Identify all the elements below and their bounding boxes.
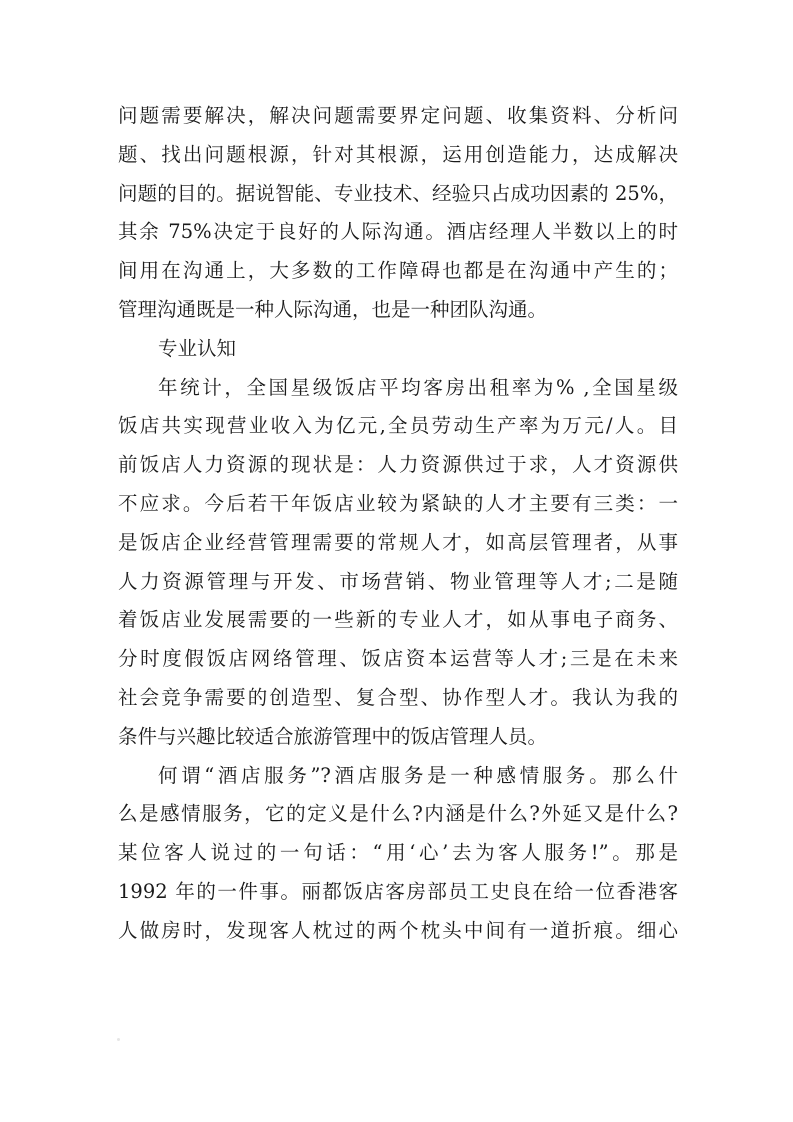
text-line: 管理沟通既是一种人际沟通，也是一种团队沟通。	[118, 297, 548, 321]
text-line: 饭店共实现营业收入为亿元,全员劳动生产率为万元/人。目	[118, 414, 678, 438]
paragraph-communication	[118, 97, 678, 330]
text-line: 分时度假饭店网络管理、饭店资本运营等人才;三是在未来	[118, 647, 678, 671]
text-line: 条件与兴趣比较适合旅游管理中的饭店管理人员。	[118, 724, 548, 748]
text-line: 不应求。今后若干年饭店业较为紧缺的人才主要有三类：一	[118, 491, 678, 515]
text-line: 人做房时，发现客人枕过的两个枕头中间有一道折痕。细心	[118, 918, 678, 942]
paragraph-service	[118, 757, 678, 951]
section-heading: 专业认知	[158, 336, 237, 360]
document-body	[118, 97, 678, 951]
text-line: 年统计，全国星级饭店平均客房出租率为% ,全国星级	[158, 375, 678, 399]
text-line: 问题需要解决，解决问题需要界定问题、收集资料、分析问	[118, 104, 678, 127]
text-line: 某位客人说过的一句话：“用‘心’去为客人服务!”。那是	[118, 841, 678, 865]
text-line: 问题的目的。据说智能、专业技术、经验只占成功因素的 25%，	[118, 181, 678, 205]
paragraph-industry	[118, 369, 678, 757]
text-line: 么是感情服务，它的定义是什么?内涵是什么?外延又是什么?	[118, 802, 678, 826]
text-line: 社会竞争需要的创造型、复合型、协作型人才。我认为我的	[118, 685, 678, 709]
text-line: 题、找出问题根源，针对其根源，运用创造能力，达成解决	[118, 142, 678, 166]
text-line: 人力资源管理与开发、市场营销、物业管理等人才;二是随	[118, 569, 678, 593]
text-line: 前饭店人力资源的现状是：人力资源供过于求，人才资源供	[118, 453, 678, 477]
text-line: 是饭店企业经营管理需要的常规人才，如高层管理者，从事	[118, 530, 678, 554]
page-speck	[117, 1038, 120, 1041]
text-line: 着饭店业发展需要的一些新的专业人才，如从事电子商务、	[118, 608, 678, 632]
text-line: 1992 年的一件事。丽都饭店客房部员工史良在给一位香港客	[118, 879, 678, 903]
text-line: 其余 75%决定于良好的人际沟通。酒店经理人半数以上的时	[118, 220, 678, 244]
text-line: 何谓“酒店服务”?酒店服务是一种感情服务。那么什	[158, 763, 678, 787]
text-line: 间用在沟通上，大多数的工作障碍也都是在沟通中产生的；	[118, 259, 678, 283]
